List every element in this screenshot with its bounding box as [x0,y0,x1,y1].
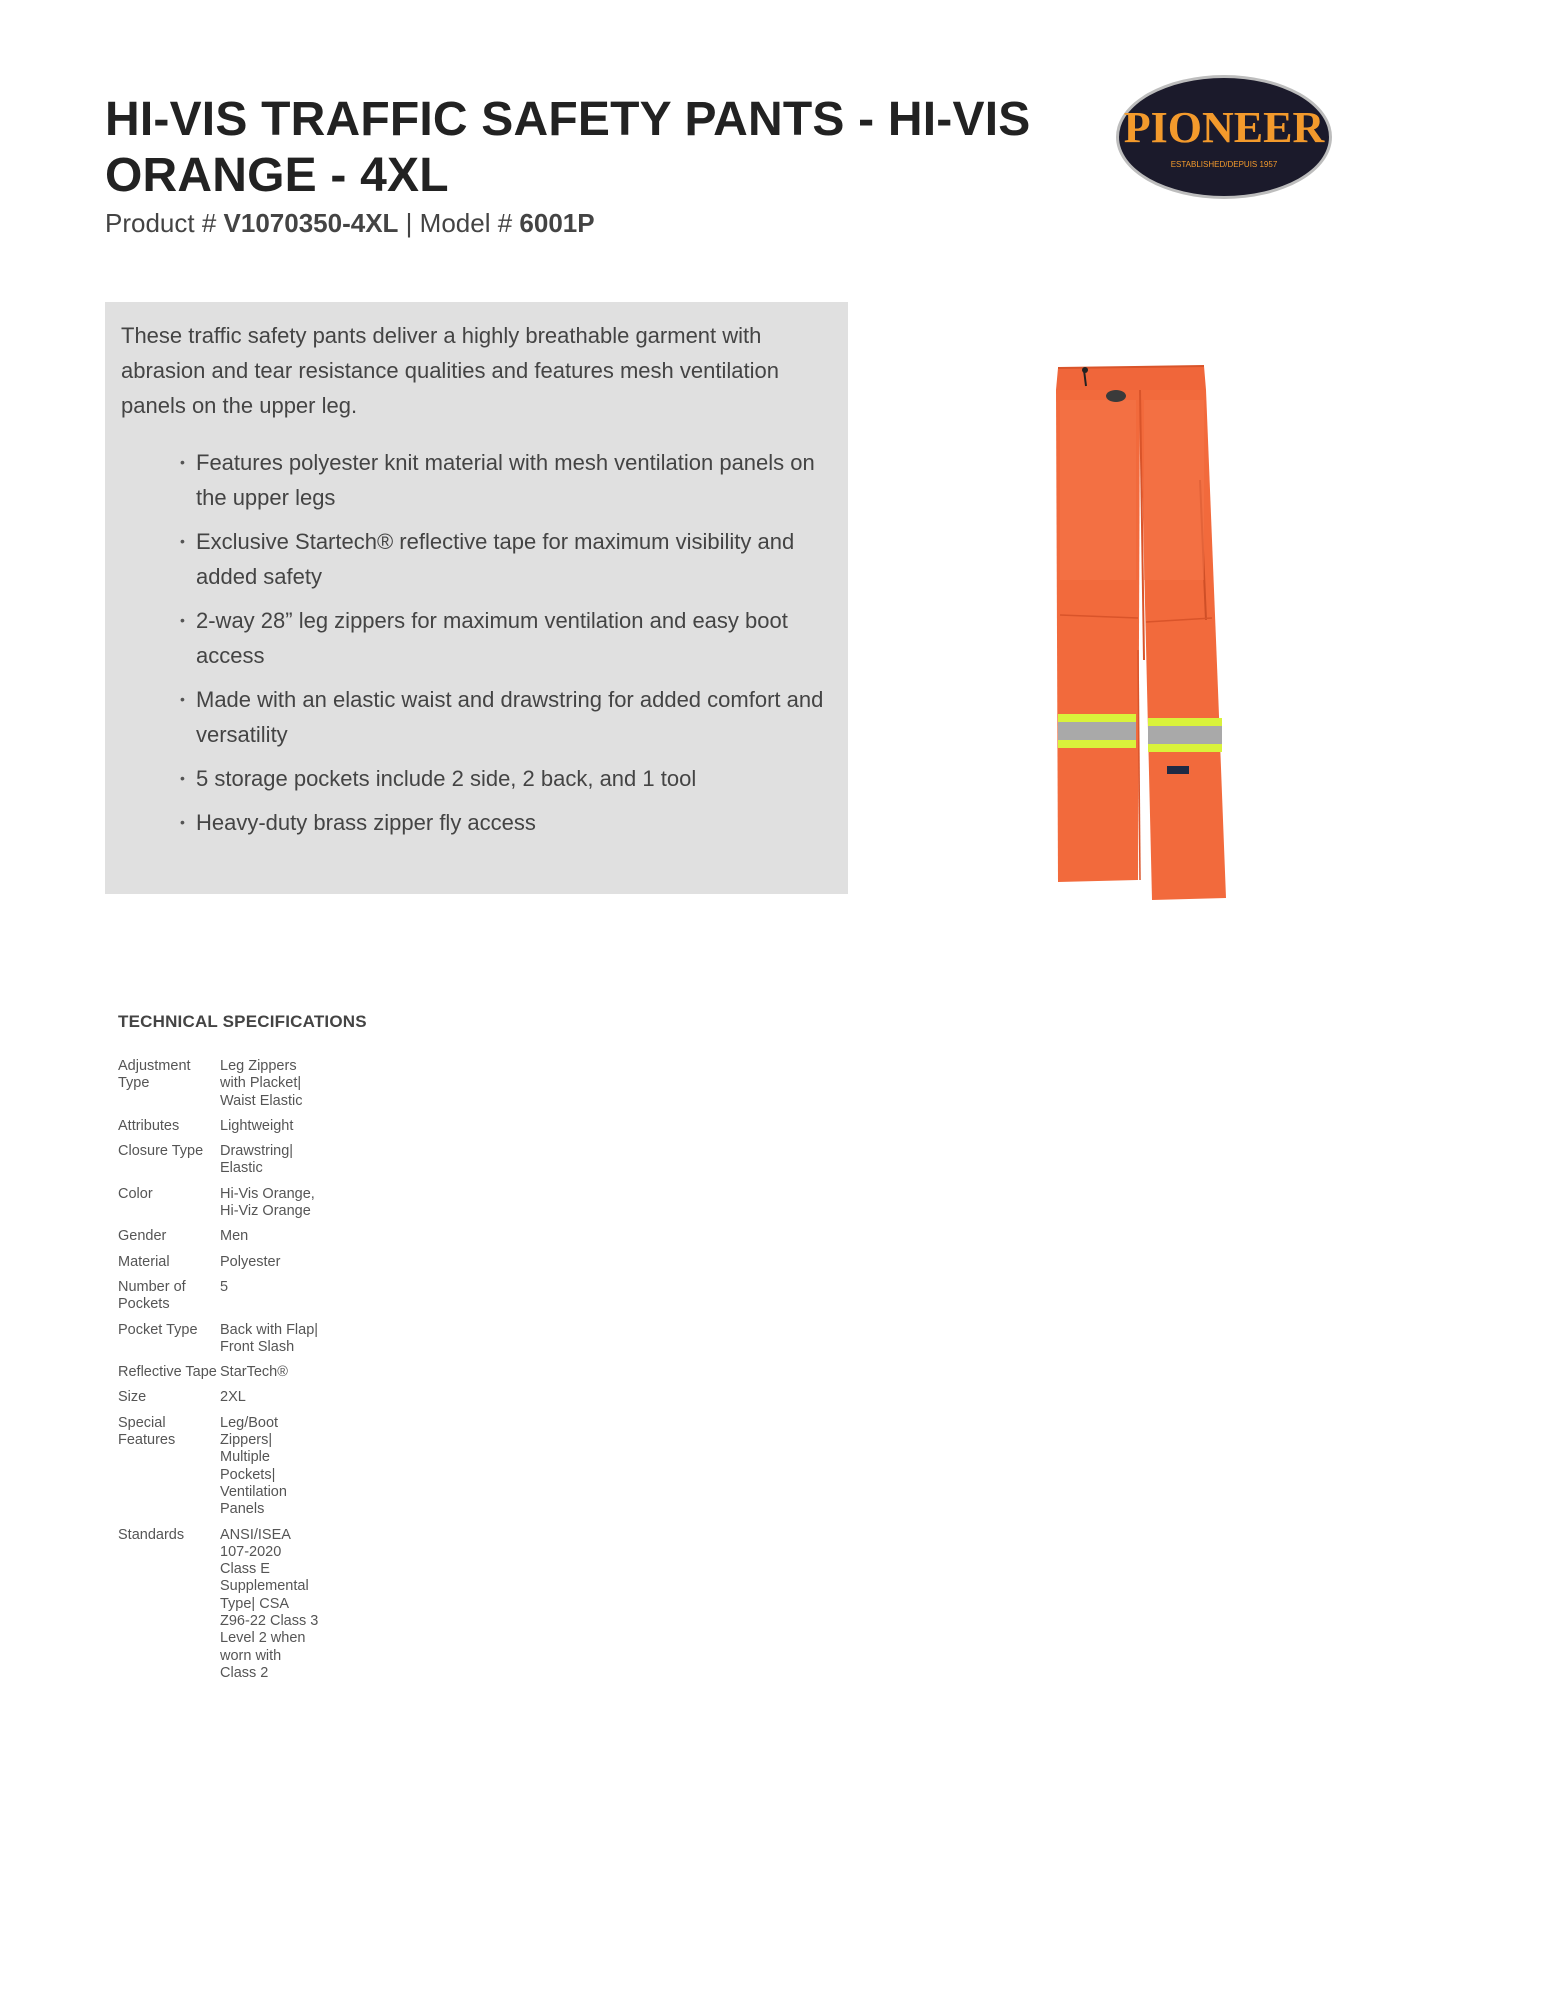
bullet-icon: • [180,533,185,549]
spec-row [118,1527,320,1683]
feature-text: Made with an elastic waist and drawstring for added comfort and versatility [196,687,824,747]
spec-row [118,1118,320,1135]
spec-row [118,1186,320,1221]
feature-text: Heavy-duty brass zipper fly access [196,810,536,835]
feature-text: Exclusive Startech® reflective tape for maximum visibility and added safety [196,529,795,589]
feature-item [180,524,830,594]
spec-key: Number of Pockets [118,1278,186,1313]
feature-item [180,805,830,840]
spec-value: Lightweight [220,1117,294,1134]
feature-text: 5 storage pockets include 2 side, 2 back, and 1 tool [196,766,697,791]
logo-tagline: ESTABLISHED/DEPUIS 1957 [1170,160,1278,169]
product-title: HI-VIS TRAFFIC SAFETY PANTS - HI-VIS ORANGE - 4XL [105,93,1031,202]
feature-text: 2-way 28” leg zippers for maximum ventilation and easy boot access [196,608,788,668]
separator: | [405,208,413,238]
model-number: 6001P [519,208,595,238]
spec-key: Special Features [118,1414,176,1449]
spec-row [118,1364,320,1381]
spec-value: ANSI/ISEA 107-2020 Class E Supplemental Type| CSA Z96-22 Class 3 Level 2 when worn with Class 2 [220,1526,319,1681]
spec-row [118,1322,320,1357]
bullet-icon: • [180,612,185,628]
spec-key: Size [118,1389,147,1406]
spec-key: Attributes [118,1117,180,1134]
feature-list [121,445,830,840]
spec-row [118,1415,320,1519]
spec-value: Drawstring| Elastic [220,1143,294,1177]
spec-key: Material [118,1253,170,1270]
product-number-label: Product # [105,208,217,238]
spec-row [118,1389,320,1406]
model-number-label: Model # [419,208,513,238]
spec-key: Color [118,1185,153,1202]
spec-value: Hi-Vis Orange, Hi-Viz Orange [220,1185,315,1220]
spec-row [118,1228,320,1245]
bullet-icon: • [180,814,185,830]
spec-key: Gender [118,1228,167,1245]
specs-title: TECHNICAL SPECIFICATIONS [118,1012,367,1031]
spec-key: Standards [118,1526,185,1543]
hi-vis-pants-image [1040,360,1250,915]
feature-item [180,761,830,796]
spec-value: 5 [220,1278,229,1295]
logo-brand-text: PIONEER [1123,103,1325,152]
spec-value: Men [220,1228,249,1245]
pioneer-logo [1113,72,1335,202]
feature-text: Features polyester knit material with mesh ventilation panels on the upper legs [196,450,815,510]
product-number: V1070350-4XL [223,208,399,238]
feature-item [180,445,830,515]
spec-row [118,1254,320,1271]
spec-value: 2XL [220,1389,246,1406]
spec-key: Adjustment Type [118,1058,191,1092]
product-model-line [105,208,595,239]
spec-row [118,1058,320,1110]
description-panel [105,302,848,894]
spec-value: StarTech® [220,1364,288,1381]
feature-item [180,682,830,752]
feature-item [180,603,830,673]
spec-value: Back with Flap| Front Slash [220,1321,319,1355]
specs-table [118,1058,320,1690]
spec-row [118,1279,320,1314]
bullet-icon: • [180,691,185,707]
bullet-icon: • [180,454,185,470]
spec-value: Leg Zippers with Placket| Waist Elastic [220,1058,303,1109]
spec-key: Closure Type [118,1143,204,1160]
description-intro: These traffic safety pants deliver a highly breathable garment with abrasion and tear resistance qualities and features mesh ventilation panels on the upper leg. [121,323,779,418]
spec-key: Pocket Type [118,1321,198,1338]
spec-value: Polyester [220,1253,281,1270]
spec-row [118,1143,320,1178]
bullet-icon: • [180,770,185,786]
spec-value: Leg/Boot Zippers| Multiple Pockets| Ventilation Panels [220,1414,287,1518]
spec-key: Reflective Tape [118,1364,217,1381]
